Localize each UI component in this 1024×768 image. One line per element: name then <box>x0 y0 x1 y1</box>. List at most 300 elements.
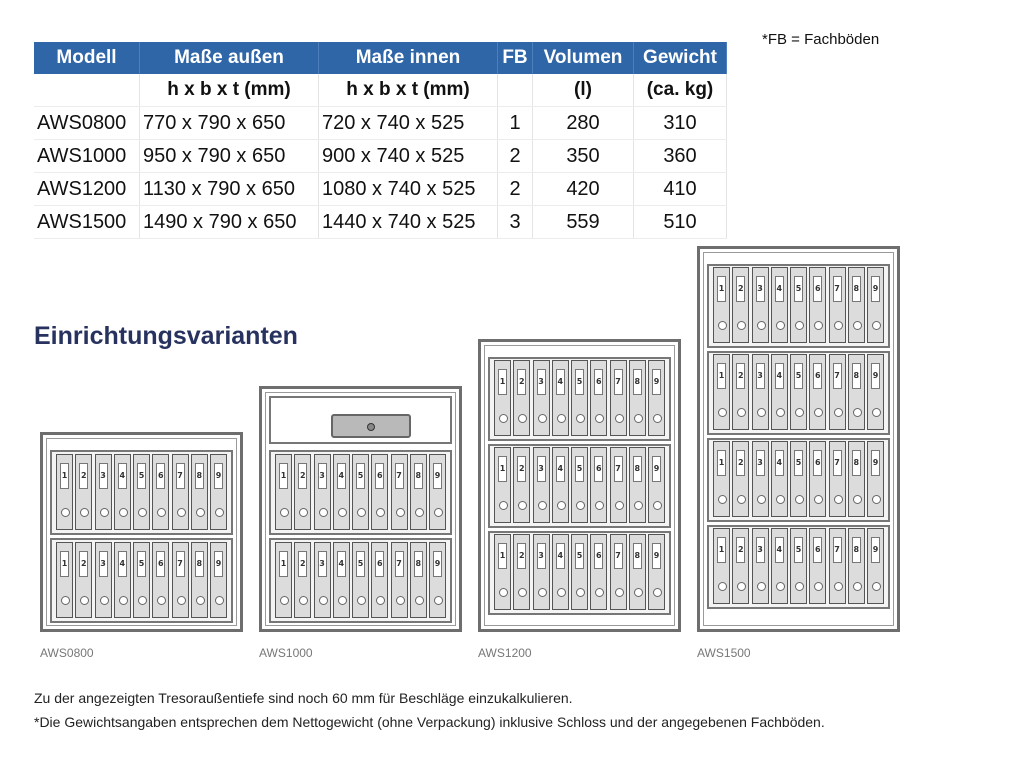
binder-icon <box>210 542 227 618</box>
binder-label: 4 <box>775 450 784 476</box>
binder-icon <box>371 542 388 618</box>
unit-cell <box>34 74 140 107</box>
binder-icon <box>867 267 884 343</box>
cell-model: AWS0800 <box>34 107 140 140</box>
ring-icon <box>415 508 424 517</box>
cell-volume: 280 <box>533 107 634 140</box>
ring-icon <box>872 321 881 330</box>
safe-illustration-aws1200 <box>478 339 681 632</box>
binder-icon <box>752 354 769 430</box>
binder-label: 6 <box>156 551 165 577</box>
binder-icon <box>790 441 807 517</box>
binder-label: 7 <box>833 276 842 302</box>
binder-label: 1 <box>717 363 726 389</box>
binder-label: 9 <box>871 537 880 563</box>
cell-inner: 1440 x 740 x 525 <box>319 206 498 239</box>
ring-icon <box>595 501 604 510</box>
binder-icon <box>429 542 446 618</box>
binder-label: 2 <box>79 551 88 577</box>
binder-label: 3 <box>756 450 765 476</box>
ring-icon <box>718 321 727 330</box>
binder-icon <box>429 454 446 530</box>
ring-icon <box>576 414 585 423</box>
ring-icon <box>396 508 405 517</box>
ring-icon <box>557 588 566 597</box>
binder-label: 2 <box>736 276 745 302</box>
ring-icon <box>872 408 881 417</box>
binder-icon <box>333 454 350 530</box>
binder-icon <box>533 534 550 610</box>
binder-label: 8 <box>852 363 861 389</box>
ring-icon <box>757 582 766 591</box>
binder-label: 9 <box>214 463 223 489</box>
binder-icon <box>752 441 769 517</box>
binder-icon <box>752 267 769 343</box>
binder-icon <box>56 454 73 530</box>
ring-icon <box>215 508 224 517</box>
safe-caption: AWS1200 <box>478 646 532 660</box>
ring-icon <box>853 582 862 591</box>
binder-label: 1 <box>498 456 507 482</box>
binder-icon <box>809 267 826 343</box>
col-header: FB <box>498 42 533 74</box>
binder-label: 7 <box>614 369 623 395</box>
ring-icon <box>757 321 766 330</box>
binder-label: 4 <box>118 551 127 577</box>
ring-icon <box>776 408 785 417</box>
binder-label: 9 <box>652 369 661 395</box>
ring-icon <box>737 582 746 591</box>
binder-label: 1 <box>279 463 288 489</box>
ring-icon <box>518 414 527 423</box>
ring-icon <box>499 588 508 597</box>
binder-icon <box>848 528 865 604</box>
ring-icon <box>615 588 624 597</box>
binder-icon <box>513 360 530 436</box>
footnote-weight: *Die Gewichtsangaben entsprechen dem Nettogewicht (ohne Verpackung) inklusive Schloss und der angegebenen Fachböden. <box>34 714 825 730</box>
binder-icon <box>410 542 427 618</box>
binder-icon <box>732 354 749 430</box>
ring-icon <box>737 321 746 330</box>
col-header: Volumen <box>533 42 634 74</box>
ring-icon <box>795 582 804 591</box>
ring-icon <box>157 596 166 605</box>
binder-label: 4 <box>556 369 565 395</box>
ring-icon <box>576 588 585 597</box>
ring-icon <box>538 501 547 510</box>
binder-icon <box>56 542 73 618</box>
ring-icon <box>80 508 89 517</box>
binder-icon <box>352 454 369 530</box>
cell-fb: 2 <box>498 173 533 206</box>
binder-label: 3 <box>756 276 765 302</box>
ring-icon <box>538 588 547 597</box>
binder-label: 7 <box>395 551 404 577</box>
ring-icon <box>795 408 804 417</box>
binder-icon <box>275 542 292 618</box>
binder-label: 5 <box>356 463 365 489</box>
ring-icon <box>434 508 443 517</box>
binder-label: 3 <box>99 551 108 577</box>
ring-icon <box>576 501 585 510</box>
binder-label: 8 <box>852 537 861 563</box>
binder-label: 7 <box>833 537 842 563</box>
ring-icon <box>138 508 147 517</box>
cell-volume: 420 <box>533 173 634 206</box>
binder-label: 6 <box>156 463 165 489</box>
binder-label: 3 <box>756 363 765 389</box>
binder-label: 1 <box>279 551 288 577</box>
binder-icon <box>571 360 588 436</box>
binder-label: 4 <box>337 551 346 577</box>
ring-icon <box>376 596 385 605</box>
binder-label: 8 <box>633 456 642 482</box>
binder-icon <box>95 454 112 530</box>
cell-fb: 3 <box>498 206 533 239</box>
binder-label: 2 <box>298 551 307 577</box>
table-row <box>34 140 727 173</box>
binder-icon <box>848 354 865 430</box>
table-header-row <box>34 42 727 74</box>
compartment <box>707 438 890 522</box>
ring-icon <box>834 321 843 330</box>
binder-label: 6 <box>594 456 603 482</box>
ring-icon <box>499 414 508 423</box>
binder-label: 6 <box>375 551 384 577</box>
binder-label: 9 <box>214 551 223 577</box>
compartment <box>707 351 890 435</box>
binder-label: 1 <box>60 463 69 489</box>
compartment <box>50 538 233 623</box>
ring-icon <box>834 408 843 417</box>
binder-icon <box>133 542 150 618</box>
binder-icon <box>590 360 607 436</box>
binder-label: 2 <box>736 363 745 389</box>
binder-label: 6 <box>375 463 384 489</box>
binder-label: 1 <box>717 537 726 563</box>
binder-icon <box>771 354 788 430</box>
cell-inner: 1080 x 740 x 525 <box>319 173 498 206</box>
binder-label: 3 <box>318 551 327 577</box>
section-title: Einrichtungsvarianten <box>34 322 298 350</box>
cell-fb: 1 <box>498 107 533 140</box>
binder-icon <box>275 454 292 530</box>
ring-icon <box>853 321 862 330</box>
cell-weight: 410 <box>634 173 727 206</box>
binder-label: 4 <box>118 463 127 489</box>
compartment <box>488 357 671 441</box>
binder-label: 6 <box>813 537 822 563</box>
binder-icon <box>75 454 92 530</box>
ring-icon <box>319 508 328 517</box>
binder-label: 3 <box>318 463 327 489</box>
ring-icon <box>776 582 785 591</box>
ring-icon <box>396 596 405 605</box>
binder-label: 9 <box>652 543 661 569</box>
ring-icon <box>653 501 662 510</box>
binder-icon <box>829 267 846 343</box>
binder-label: 1 <box>60 551 69 577</box>
ring-icon <box>538 414 547 423</box>
binder-icon <box>829 528 846 604</box>
cell-model: AWS1200 <box>34 173 140 206</box>
binder-icon <box>75 542 92 618</box>
safe-illustration-aws0800 <box>40 432 243 632</box>
binder-icon <box>790 528 807 604</box>
binder-label: 3 <box>537 369 546 395</box>
binder-label: 5 <box>575 543 584 569</box>
binder-icon <box>829 354 846 430</box>
ring-icon <box>776 321 785 330</box>
safe-caption: AWS1500 <box>697 646 751 660</box>
compartment <box>50 450 233 535</box>
binder-icon <box>867 441 884 517</box>
binder-label: 8 <box>414 551 423 577</box>
col-header: Gewicht <box>634 42 727 74</box>
binder-label: 7 <box>614 543 623 569</box>
binder-icon <box>590 447 607 523</box>
binder-icon <box>571 447 588 523</box>
ring-icon <box>718 582 727 591</box>
unit-cell: (ca. kg) <box>634 74 727 107</box>
cell-weight: 360 <box>634 140 727 173</box>
binder-icon <box>629 534 646 610</box>
binder-label: 1 <box>498 369 507 395</box>
unit-cell: h x b x t (mm) <box>319 74 498 107</box>
binder-label: 2 <box>298 463 307 489</box>
ring-icon <box>718 495 727 504</box>
binder-icon <box>809 441 826 517</box>
ring-icon <box>795 495 804 504</box>
fb-legend-note: *FB = Fachböden <box>762 31 880 48</box>
ring-icon <box>737 408 746 417</box>
binder-icon <box>494 360 511 436</box>
binder-label: 5 <box>356 551 365 577</box>
binder-label: 2 <box>517 369 526 395</box>
binder-icon <box>191 542 208 618</box>
compartment <box>269 450 452 535</box>
ring-icon <box>814 408 823 417</box>
ring-icon <box>80 596 89 605</box>
ring-icon <box>634 588 643 597</box>
binder-label: 5 <box>575 369 584 395</box>
ring-icon <box>795 321 804 330</box>
ring-icon <box>718 408 727 417</box>
cell-volume: 350 <box>533 140 634 173</box>
cell-fb: 2 <box>498 140 533 173</box>
binder-icon <box>294 454 311 530</box>
binder-icon <box>533 360 550 436</box>
ring-icon <box>518 588 527 597</box>
binder-icon <box>867 354 884 430</box>
cell-inner: 900 x 740 x 525 <box>319 140 498 173</box>
ring-icon <box>100 596 109 605</box>
ring-icon <box>595 588 604 597</box>
binder-label: 2 <box>736 537 745 563</box>
ring-icon <box>595 414 604 423</box>
binder-label: 9 <box>871 363 880 389</box>
compartment <box>269 538 452 623</box>
binder-icon <box>713 354 730 430</box>
ring-icon <box>61 596 70 605</box>
binder-label: 7 <box>395 463 404 489</box>
binder-label: 4 <box>556 456 565 482</box>
binder-icon <box>648 447 665 523</box>
ring-icon <box>376 508 385 517</box>
binder-label: 4 <box>337 463 346 489</box>
binder-icon <box>352 542 369 618</box>
binder-icon <box>391 454 408 530</box>
binder-icon <box>713 441 730 517</box>
binder-icon <box>133 454 150 530</box>
binder-label: 3 <box>99 463 108 489</box>
binder-label: 7 <box>614 456 623 482</box>
binder-label: 9 <box>871 276 880 302</box>
cell-volume: 559 <box>533 206 634 239</box>
col-header: Modell <box>34 42 140 74</box>
binder-icon <box>314 454 331 530</box>
binder-icon <box>752 528 769 604</box>
binder-icon <box>494 534 511 610</box>
binder-label: 1 <box>717 276 726 302</box>
ring-icon <box>319 596 328 605</box>
ring-icon <box>834 495 843 504</box>
binder-icon <box>732 441 749 517</box>
ring-icon <box>757 408 766 417</box>
ring-icon <box>872 582 881 591</box>
binder-label: 1 <box>717 450 726 476</box>
ring-icon <box>615 414 624 423</box>
binder-icon <box>610 360 627 436</box>
compartment <box>488 444 671 528</box>
binder-icon <box>848 441 865 517</box>
binder-icon <box>610 534 627 610</box>
col-header: Maße innen <box>319 42 498 74</box>
binder-icon <box>410 454 427 530</box>
cell-outer: 1130 x 790 x 650 <box>140 173 319 206</box>
footnote-depth: Zu der angezeigten Tresoraußentiefe sind noch 60 mm für Beschläge einzukalkulieren. <box>34 690 573 706</box>
ring-icon <box>280 596 289 605</box>
binder-icon <box>552 534 569 610</box>
binder-label: 9 <box>652 456 661 482</box>
binder-label: 5 <box>794 363 803 389</box>
ring-icon <box>415 596 424 605</box>
cell-model: AWS1500 <box>34 206 140 239</box>
binder-icon <box>629 447 646 523</box>
ring-icon <box>653 588 662 597</box>
safe-caption: AWS1000 <box>259 646 313 660</box>
col-header: Maße außen <box>140 42 319 74</box>
binder-label: 5 <box>137 463 146 489</box>
binder-icon <box>771 528 788 604</box>
ring-icon <box>196 596 205 605</box>
binder-label: 2 <box>79 463 88 489</box>
ring-icon <box>196 508 205 517</box>
binder-label: 8 <box>852 276 861 302</box>
ring-icon <box>299 508 308 517</box>
ring-icon <box>434 596 443 605</box>
binder-icon <box>867 528 884 604</box>
ring-icon <box>615 501 624 510</box>
ring-icon <box>814 582 823 591</box>
ring-icon <box>814 495 823 504</box>
ring-icon <box>834 582 843 591</box>
binder-label: 4 <box>775 276 784 302</box>
unit-cell <box>498 74 533 107</box>
binder-icon <box>790 267 807 343</box>
binder-label: 4 <box>775 537 784 563</box>
binder-icon <box>571 534 588 610</box>
ring-icon <box>61 508 70 517</box>
ring-icon <box>653 414 662 423</box>
ring-icon <box>634 501 643 510</box>
binder-label: 6 <box>594 543 603 569</box>
ring-icon <box>119 596 128 605</box>
binder-icon <box>809 528 826 604</box>
binder-icon <box>732 267 749 343</box>
ring-icon <box>872 495 881 504</box>
ring-icon <box>776 495 785 504</box>
binder-icon <box>513 447 530 523</box>
binder-label: 1 <box>498 543 507 569</box>
cell-weight: 310 <box>634 107 727 140</box>
binder-icon <box>629 360 646 436</box>
compartment <box>707 525 890 609</box>
unit-cell: h x b x t (mm) <box>140 74 319 107</box>
binder-label: 7 <box>833 363 842 389</box>
ring-icon <box>557 414 566 423</box>
binder-label: 4 <box>556 543 565 569</box>
spec-table <box>34 42 727 239</box>
binder-label: 6 <box>813 363 822 389</box>
table-row <box>34 206 727 239</box>
ring-icon <box>853 495 862 504</box>
ring-icon <box>215 596 224 605</box>
binder-label: 5 <box>794 276 803 302</box>
table-row <box>34 107 727 140</box>
cashbox-icon <box>331 414 411 438</box>
ring-icon <box>338 596 347 605</box>
binder-icon <box>210 454 227 530</box>
binder-icon <box>648 534 665 610</box>
binder-icon <box>713 528 730 604</box>
binder-icon <box>809 354 826 430</box>
binder-icon <box>713 267 730 343</box>
binder-icon <box>790 354 807 430</box>
binder-label: 7 <box>176 551 185 577</box>
ring-icon <box>138 596 147 605</box>
binder-icon <box>114 454 131 530</box>
binder-icon <box>314 542 331 618</box>
ring-icon <box>518 501 527 510</box>
units-row <box>34 74 727 107</box>
binder-icon <box>191 454 208 530</box>
binder-label: 9 <box>871 450 880 476</box>
safe-caption: AWS0800 <box>40 646 94 660</box>
ring-icon <box>853 408 862 417</box>
binder-label: 6 <box>813 276 822 302</box>
cell-inner: 720 x 740 x 525 <box>319 107 498 140</box>
binder-icon <box>848 267 865 343</box>
ring-icon <box>338 508 347 517</box>
binder-label: 8 <box>633 543 642 569</box>
binder-label: 7 <box>833 450 842 476</box>
safe-illustration-aws1000 <box>259 386 462 632</box>
cell-outer: 770 x 790 x 650 <box>140 107 319 140</box>
ring-icon <box>177 508 186 517</box>
binder-label: 8 <box>195 463 204 489</box>
binder-label: 5 <box>137 551 146 577</box>
